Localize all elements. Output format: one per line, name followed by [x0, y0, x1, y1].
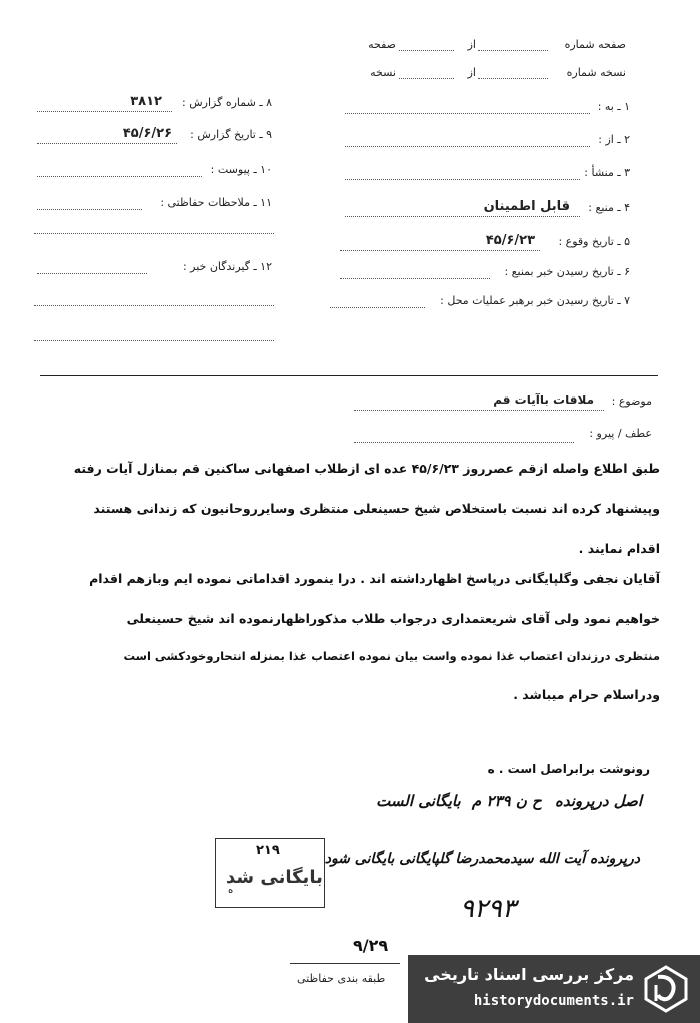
field-origin: [330, 166, 630, 184]
field-report-number-label: ۸ ـ شماره گزارش :: [182, 96, 272, 109]
stamp-sub: ه: [228, 885, 234, 896]
body-line-1: طبق اطلاع واصله ازقم عصرروز ۴۵/۶/۲۳ عده ای ازطلاب اصفهانی ساکنین قم بمنازل آیات رفته: [73, 461, 660, 476]
copy-number-line: [326, 66, 626, 82]
page-number-line: [326, 38, 626, 54]
brand-logo: [642, 963, 690, 1015]
brand-watermark: [408, 955, 700, 1023]
archived-stamp: [215, 838, 325, 908]
page-number-label: صفحه شماره: [564, 38, 626, 51]
header-separator: [40, 375, 658, 376]
brand-url: historydocuments.ir: [473, 993, 634, 1009]
handwritten-small-number: ۹/۲۹: [353, 936, 389, 955]
recipients-line-2: [34, 305, 274, 306]
field-to-label: ۱ ـ به :: [597, 100, 630, 113]
copy-note: رونوشت برابراصل است . ه: [487, 762, 650, 776]
archive-logo-icon: [642, 963, 690, 1015]
page-total-label: صفحه: [368, 38, 396, 51]
field-source: [330, 201, 630, 221]
body-line-7: ودراسلام حرام میباشد .: [513, 687, 660, 702]
field-attachment-label: ۱۰ ـ پیوست :: [210, 163, 272, 176]
subject-value: ملاقات باآیات قم: [493, 393, 594, 407]
stamp-top-number: ۲۱۹: [256, 843, 280, 858]
reference-label: عطف / پیرو :: [589, 427, 652, 440]
handwritten-line-1: اصل درپرونده: [554, 792, 642, 810]
field-recipients-label: ۱۲ ـ گیرندگان خبر :: [182, 260, 272, 273]
subject-label: موضوع :: [611, 395, 652, 408]
copy-total-label: نسخه: [370, 66, 396, 79]
field-source-value: قابل اطمینان: [483, 199, 570, 214]
classification-label: طبقه بندی حفاظتی: [297, 972, 386, 985]
field-ops-received-date: [330, 294, 630, 312]
body-line-5: خواهیم نمود ولی آقای شریعتمداری درجواب طلاب مذکوراظهارنموده اند شیخ حسینعلی: [126, 611, 660, 626]
field-to: [330, 100, 630, 118]
field-origin-label: ۳ ـ منشأ :: [584, 166, 630, 179]
field-report-number: [32, 96, 272, 116]
copy-of-label: از: [467, 66, 476, 79]
field-event-date: [330, 235, 630, 255]
handwritten-file-instruction: درپرونده آیت الله سیدمحمدرضا گلپایگانی بایگانی شود: [324, 851, 640, 867]
field-source-received-date-label: ۶ ـ تاریخ رسیدن خبر بمنبع :: [504, 265, 630, 278]
field-ops-received-date-label: ۷ ـ تاریخ رسیدن خبر برهبر عملیات محل :: [440, 294, 630, 307]
classification-rule: [290, 963, 400, 964]
field-from: [330, 133, 630, 151]
field-security-notes: [32, 196, 272, 214]
field-report-date: [32, 128, 272, 148]
recipients-line-3: [34, 340, 274, 341]
page-of-label: از: [467, 38, 476, 51]
field-event-date-label: ۵ ـ تاریخ وقوع :: [558, 235, 630, 248]
field-from-label: ۲ ـ از :: [598, 133, 630, 146]
handwritten-archive-note: [376, 792, 642, 810]
security-notes-line-2: [34, 233, 274, 234]
field-report-number-value: ۳۸۱۲: [130, 94, 162, 109]
field-source-received-date: [330, 265, 630, 283]
handwritten-signature-number: ح ن ۲۳۹ م: [471, 792, 542, 810]
body-line-2: وپیشنهاد کرده اند نسبت باستخلاص شیخ حسینعلی منتظری وسایرروحانیون که زندانی هستند: [93, 501, 660, 516]
brand-title: مرکز بررسی اسناد تاریخی: [424, 965, 634, 984]
body-line-6: منتظری درزندان اعتصاب غذا نموده واست بیان نموده اعتصاب غذا بمنزله انتحاروخودکشی است: [123, 649, 660, 663]
stamp-main-text: بایگانی شد: [226, 867, 323, 888]
reference-line: [352, 427, 652, 447]
copy-number-label: نسخه شماره: [566, 66, 626, 79]
handwritten-signature-tail: بایگانی الست: [376, 792, 461, 810]
subject-line: [352, 395, 652, 415]
body-line-4: آقایان نجفی وگلپایگانی درپاسخ اظهارداشته اند . درا ینمورد اقداماتی نموده ایم وبازهم اقدام: [89, 571, 660, 586]
field-report-date-value: ۴۵/۶/۲۶: [122, 126, 172, 141]
field-event-date-value: ۴۵/۶/۲۳: [485, 233, 535, 248]
field-report-date-label: ۹ ـ تاریخ گزارش :: [190, 128, 272, 141]
field-attachment: [32, 163, 272, 181]
field-source-label: ۴ ـ منبع :: [588, 201, 630, 214]
field-recipients: [32, 260, 272, 278]
handwritten-archive-number: ۹۲۹۳: [460, 894, 516, 924]
field-security-notes-label: ۱۱ ـ ملاحظات حفاظتی :: [160, 196, 272, 209]
body-line-3: اقدام نمایند .: [578, 541, 660, 556]
